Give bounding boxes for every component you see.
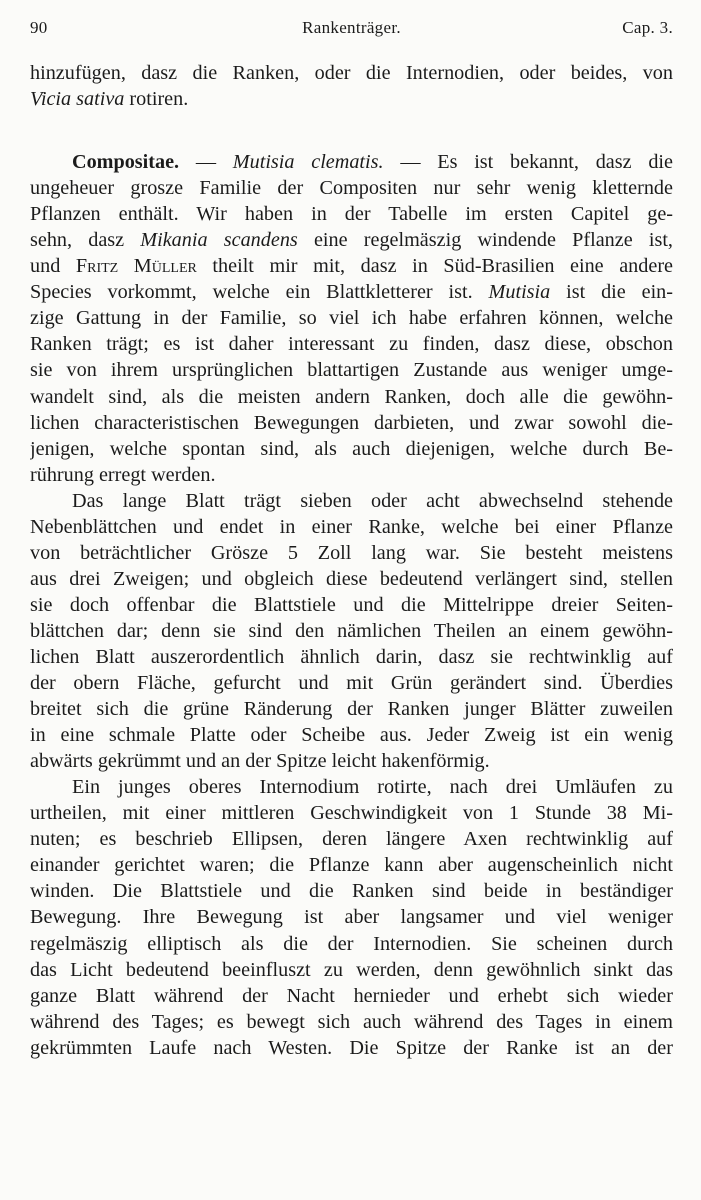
text-run: Pflanzen enthält. Wir haben in der Tabelle im ersten Capitel ge- (30, 203, 673, 226)
text-run: rotiren. (124, 88, 189, 111)
text-line (30, 722, 673, 748)
text-line (30, 931, 673, 957)
text-line (30, 60, 673, 86)
text-run: ganze Blatt während der Nacht hernieder und erhebt sich wieder (30, 984, 673, 1007)
text-line (30, 227, 673, 253)
text-run: zige Gattung in der Familie, so viel ich habe erfahren können, welche (30, 307, 673, 330)
text-line (30, 357, 673, 383)
italic-text: Vicia sativa (30, 88, 125, 111)
text-line (30, 696, 673, 722)
text-run: — Es ist bekannt, dasz die (383, 151, 673, 174)
text-line (30, 1009, 673, 1035)
text-run: Das lange Blatt trägt sieben oder acht abwechselnd stehende (72, 489, 673, 512)
text-run: — (179, 151, 233, 174)
text-line (30, 957, 673, 983)
page-header (30, 18, 673, 46)
text-line (30, 149, 673, 175)
text-run: während des Tages; es bewegt sich auch während des Tages in einem (30, 1010, 673, 1033)
chapter-label: Cap. 3. (622, 18, 673, 37)
body-text (30, 60, 673, 1061)
text-run: sehn, dasz (30, 229, 141, 252)
text-run: in eine schmale Platte oder Scheibe aus. Jeder Zweig ist ein wenig (30, 724, 673, 747)
text-line (30, 983, 673, 1009)
text-run: einander gerichtet waren; die Pflanze kann aber augenscheinlich nicht (30, 854, 673, 877)
text-run: eine regelmäszig windende Pflanze ist, (297, 229, 673, 252)
text-run: rührung erregt werden. (30, 463, 216, 486)
text-line (30, 86, 673, 112)
text-run: von beträchtlicher Grösze 5 Zoll lang war. Sie besteht meistens (30, 541, 673, 564)
text-line (30, 878, 673, 904)
text-run: das Licht bedeutend beeinfluszt zu werden, denn gewöhnlich sinkt das (30, 958, 673, 981)
text-run: theilt mir mit, dasz in Süd-Brasilien eine andere (196, 255, 673, 278)
text-line (30, 462, 673, 488)
text-run: blättchen dar; denn sie sind den nämlichen Theilen an einem gewöhn- (30, 619, 673, 642)
text-run: regelmäszig elliptisch als die der Internodien. Sie scheinen durch (30, 932, 673, 955)
text-line (30, 748, 673, 774)
text-line (30, 1035, 673, 1061)
text-line (30, 670, 673, 696)
section-gap (30, 112, 673, 149)
section-heading: Compositae. (72, 151, 180, 174)
text-run: ist die ein- (550, 281, 673, 304)
text-line (30, 305, 673, 331)
running-title: Rankenträger. (302, 18, 401, 37)
italic-text: Mikania scandens (140, 229, 298, 252)
text-run: wandelt sind, als die meisten andern Ranken, doch alle die gewöhn- (30, 385, 673, 408)
text-run: jenigen, welche spontan sind, als auch diejenigen, welche durch Be- (30, 437, 673, 460)
text-run: hinzufügen, dasz die Ranken, oder die Internodien, oder beides, von (30, 62, 673, 84)
text-run: breitet sich die grüne Ränderung der Ranken junger Blätter zuweilen (30, 698, 673, 721)
text-line (30, 384, 673, 410)
page-number: 90 (30, 18, 48, 37)
text-run: Ranken trägt; es ist daher interessant zu finden, dasz diese, obschon (30, 333, 673, 356)
text-run: Ein junges oberes Internodium rotirte, nach drei Umläufen zu (72, 776, 673, 799)
text-line (30, 253, 673, 279)
text-line (30, 201, 673, 227)
author-name: Fritz Müller (75, 255, 197, 278)
text-line (30, 826, 673, 852)
text-run: nuten; es beschrieb Ellipsen, deren längere Axen rechtwinklig auf (30, 828, 673, 851)
text-line (30, 488, 673, 514)
text-run: aus drei Zweigen; und obgleich diese bedeutend verlängert sind, stellen (30, 567, 673, 590)
text-run: lichen Blatt auszerordentlich ähnlich darin, dasz sie rechtwinklig auf (30, 645, 673, 668)
text-line (30, 618, 673, 644)
text-line (30, 175, 673, 201)
text-line (30, 592, 673, 618)
text-run: urtheilen, mit einer mittleren Geschwindigkeit von 1 Stunde 38 Mi- (30, 802, 673, 825)
text-line (30, 514, 673, 540)
text-run: Bewegung. Ihre Bewegung ist aber langsamer und viel weniger (30, 906, 673, 929)
text-line (30, 852, 673, 878)
text-line (30, 644, 673, 670)
text-run: sie doch offenbar die Blattstiele und die Mittelrippe dreier Seiten- (30, 593, 673, 616)
text-line (30, 540, 673, 566)
text-run: Species vorkommt, welche ein Blattkletterer ist. (30, 281, 489, 304)
text-run: sie von ihrem ursprünglichen blattartigen Zustande aus weniger umge- (30, 359, 673, 382)
italic-text: Mutisia clematis. (232, 151, 384, 174)
text-run: und (30, 255, 76, 278)
text-line (30, 774, 673, 800)
text-line (30, 566, 673, 592)
text-run: abwärts gekrümmt und an der Spitze leicht hakenförmig. (30, 750, 490, 773)
text-run: lichen characteristischen Bewegungen darbieten, und zwar sowohl die- (30, 411, 673, 434)
text-line (30, 279, 673, 305)
text-line (30, 436, 673, 462)
text-line (30, 331, 673, 357)
text-run: ungeheuer grosze Familie der Compositen nur sehr wenig kletternde (30, 177, 673, 200)
text-run: winden. Die Blattstiele und die Ranken sind beide in beständiger (30, 880, 673, 903)
text-line (30, 800, 673, 826)
text-line (30, 410, 673, 436)
text-line (30, 904, 673, 930)
italic-text: Mutisia (488, 281, 551, 304)
text-run: gekrümmten Laufe nach Westen. Die Spitze der Ranke ist an der (30, 1036, 673, 1059)
text-run: der obern Fläche, gefurcht und mit Grün gerändert sind. Überdies (30, 672, 673, 695)
text-run: Nebenblättchen und endet in einer Ranke, welche bei einer Pflanze (30, 515, 673, 538)
